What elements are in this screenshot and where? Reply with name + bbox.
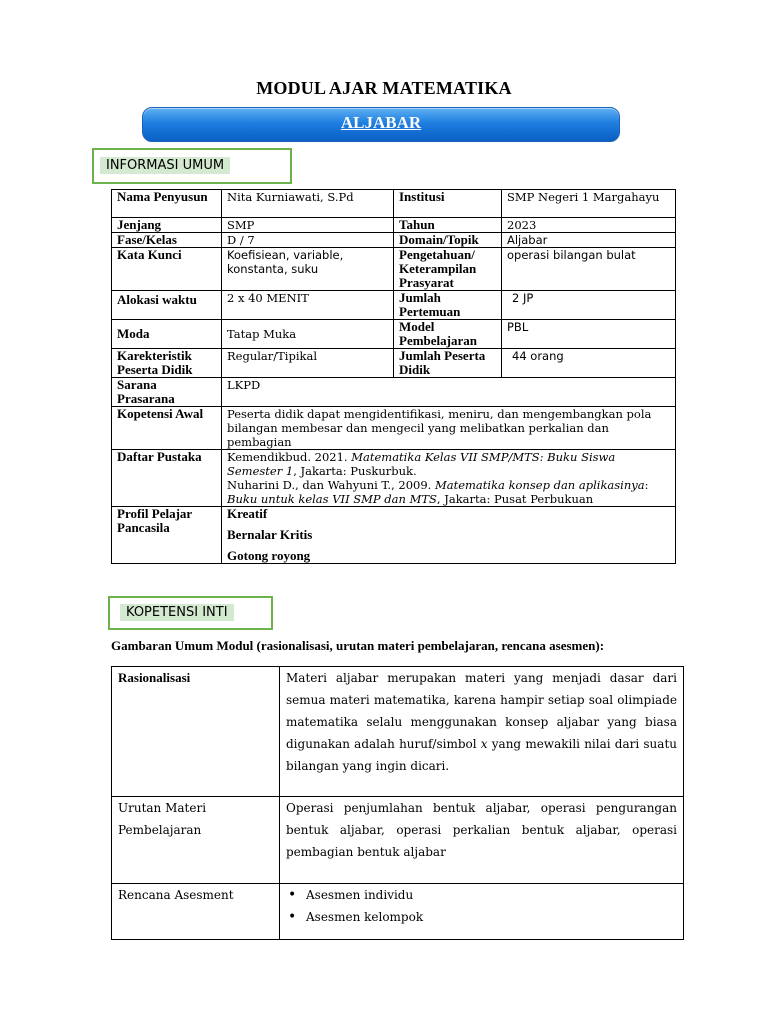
cell-label: Kopetensi Awal (112, 407, 222, 450)
cell-label: Moda (112, 320, 222, 349)
cell-value: Operasi penjumlahan bentuk aljabar, operasi pengurangan bentuk aljabar, operasi perkalian bentuk aljabar, operasi pembagian bentuk aljabar (280, 797, 684, 884)
banner-label: ALJABAR (340, 113, 422, 132)
cell-label: Domain/Topik (394, 233, 502, 248)
table-row (112, 507, 676, 564)
table-row (112, 797, 684, 884)
cell-label: Sarana Prasarana (112, 378, 222, 407)
asesmen-list (286, 884, 677, 928)
table-row (112, 450, 676, 507)
section-header-informasi (92, 148, 292, 184)
cell-label: Jenjang (112, 218, 222, 233)
ref-text: Nuharini D., dan Wahyuni T., 2009. (227, 478, 435, 492)
cell-value: 2023 (502, 218, 676, 233)
cell-label: Institusi (394, 190, 502, 218)
cell-value: Tatap Muka (222, 320, 394, 349)
rasionalisasi-text: Materi aljabar merupakan materi yang menjadi dasar dari semua materi matematika, karena hampir setiap soal olimpiade matematika selalu menggunakan konsep aljabar yang biasa digunakan adalah huruf/simbol (286, 671, 677, 751)
cell-label: Rasionalisasi (112, 667, 280, 797)
cell-label: Fase/Kelas (112, 233, 222, 248)
cell-value (280, 884, 684, 940)
section-header-kopetensi (108, 596, 273, 630)
ref-book-title: Matematika konsep dan aplikasinya (434, 478, 645, 492)
profil-item: Gotong royong (227, 548, 311, 563)
cell-value: 44 orang (502, 349, 676, 378)
cell-label: Pengetahuan/ Keterampilan Prasyarat (394, 248, 502, 291)
cell-value (280, 667, 684, 797)
modul-table (111, 666, 684, 940)
cell-value: LKPD (222, 378, 676, 407)
cell-value: 2 x 40 MENIT (222, 291, 394, 320)
cell-value: Peserta didik dapat mengidentifikasi, meniru, dan mengembangkan pola bilangan membesar dan mengecil yang melibatkan perkalian dan pembagian (222, 407, 676, 450)
table-row (112, 407, 676, 450)
rasionalisasi-text: yang mewakili nilai dari suatu bilangan yang ingin dicari. (286, 737, 677, 773)
cell-label: Alokasi waktu (112, 291, 222, 320)
info-table (111, 189, 676, 564)
table-row (112, 884, 684, 940)
page-title: MODUL AJAR MATEMATIKA (256, 78, 512, 98)
cell-label: Rencana Asesment (112, 884, 280, 940)
section-label: KOPETENSI INTI (120, 604, 234, 621)
cell-value: Regular/Tipikal (222, 349, 394, 378)
cell-value (222, 450, 676, 507)
profil-item: Bernalar Kritis (227, 527, 313, 542)
profil-item: Kreatif (227, 506, 268, 521)
table-row (112, 667, 684, 797)
table-row (112, 378, 676, 407)
cell-label: Profil Pelajar Pancasila (112, 507, 222, 564)
table-row (112, 291, 676, 320)
cell-value: 2 JP (502, 291, 676, 320)
list-item: • Asesmen kelompok (306, 906, 677, 928)
cell-value: Aljabar (502, 233, 676, 248)
cell-label: Jumlah Peserta Didik (394, 349, 502, 378)
cell-value: operasi bilangan bulat (502, 248, 676, 291)
cell-label: Karekteristik Peserta Didik (112, 349, 222, 378)
cell-value (222, 507, 676, 564)
ref-book-title: Matematika Kelas VII SMP/MTS: Buku Siswa Semester 1 (227, 450, 616, 478)
section-label: INFORMASI UMUM (100, 157, 230, 174)
cell-label: Daftar Pustaka (112, 450, 222, 507)
table-row (112, 218, 676, 233)
list-item: • Asesmen individu (306, 884, 677, 906)
ref-text: : (644, 478, 649, 492)
cell-value: Nita Kurniawati, S.Pd (222, 190, 394, 218)
ref-text: , Jakarta: Puskurbuk. (293, 464, 417, 478)
cell-value: SMP Negeri 1 Margahayu (502, 190, 676, 218)
cell-label: Jumlah Pertemuan (394, 291, 502, 320)
cell-value: SMP (222, 218, 394, 233)
variable-symbol: x (480, 737, 488, 751)
cell-value: Koefisiean, variable, konstanta, suku (222, 248, 394, 291)
ref-book-title: Buku untuk kelas VII SMP dan MTS (227, 492, 437, 506)
cell-label: Nama Penyusun (112, 190, 222, 218)
cell-label: Kata Kunci (112, 248, 222, 291)
ref-text: Kemendikbud. 2021. (227, 450, 352, 464)
table-row (112, 190, 676, 218)
table-row (112, 349, 676, 378)
ref-text: , Jakarta: Pusat Perbukuan (436, 492, 594, 506)
topic-banner (142, 107, 620, 142)
table-row (112, 320, 676, 349)
cell-label: Model Pembelajaran (394, 320, 502, 349)
table-row (112, 233, 676, 248)
cell-label: Tahun (394, 218, 502, 233)
cell-value: PBL (502, 320, 676, 349)
table-row (112, 248, 676, 291)
cell-value: D / 7 (222, 233, 394, 248)
cell-label: Urutan Materi Pembelajaran (112, 797, 280, 884)
gambaran-heading: Gambaran Umum Modul (rasionalisasi, urutan materi pembelajaran, rencana asesmen): (111, 638, 605, 653)
